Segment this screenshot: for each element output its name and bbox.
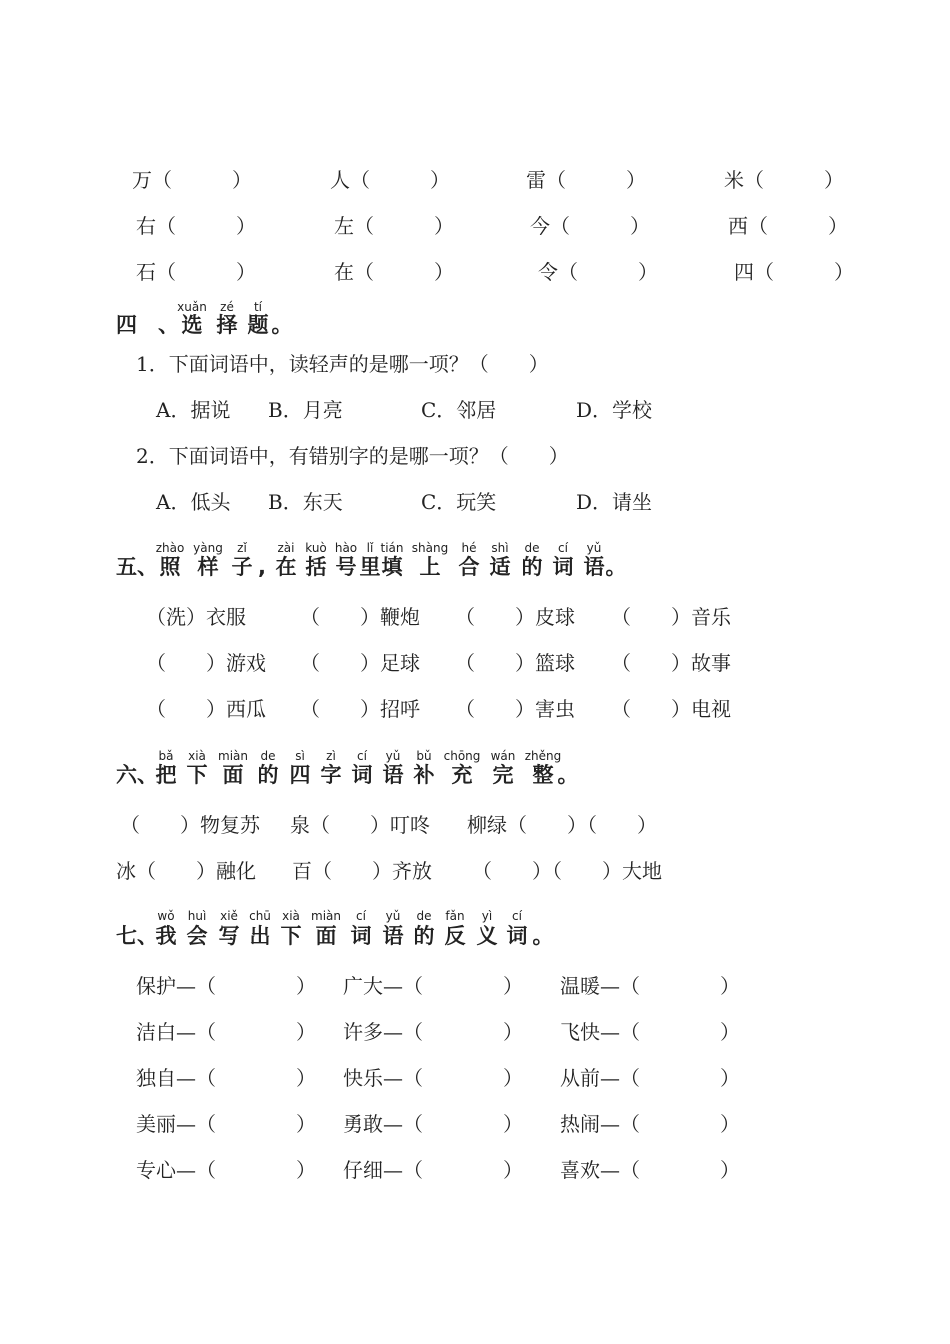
heading-char: 号 xyxy=(335,555,357,579)
pinyin-label: cí xyxy=(558,541,568,555)
section-number: 七、 xyxy=(116,924,158,948)
pinyin-label: yì xyxy=(481,909,493,923)
word-item: 人（ ） xyxy=(330,168,450,192)
pinyin-label: de xyxy=(416,909,432,923)
fill-item: （ ）鞭炮 xyxy=(300,605,420,629)
word-item: 四（ ） xyxy=(734,260,854,284)
heading-char: 义 xyxy=(476,924,498,948)
heading-char: 的 xyxy=(257,763,279,787)
antonym-item: 从前—（ ） xyxy=(560,1066,740,1090)
pinyin-label: zhěng xyxy=(524,749,562,763)
heading-char: , xyxy=(258,555,266,579)
pinyin-label: yàng xyxy=(193,541,223,555)
antonym-item: 美丽—（ ） xyxy=(136,1112,316,1136)
heading-char: 子 xyxy=(231,555,253,579)
heading-char: 上 xyxy=(419,555,441,579)
heading-char: 会 xyxy=(186,924,208,948)
pinyin-label: zǐ xyxy=(237,541,247,555)
antonym-item: 仔细—（ ） xyxy=(343,1158,523,1182)
heading-char: 字 xyxy=(320,763,342,787)
section-number: 四 、 xyxy=(116,313,179,337)
pinyin-label: cí xyxy=(512,909,522,923)
word-item: 米（ ） xyxy=(724,168,844,192)
antonym-item: 热闹—（ ） xyxy=(560,1112,740,1136)
word-item: 右（ ） xyxy=(136,214,256,238)
fill-item: （ ）西瓜 xyxy=(146,697,266,721)
pinyin-label: sì xyxy=(295,749,305,763)
heading-char: 括 xyxy=(305,555,327,579)
heading-char: 题 xyxy=(247,313,269,337)
heading-char: 适 xyxy=(489,555,511,579)
word-item: 万（ ） xyxy=(132,168,252,192)
pinyin-label: de xyxy=(524,541,540,555)
antonym-item: 快乐—（ ） xyxy=(343,1066,523,1090)
heading-char: 词 xyxy=(506,924,528,948)
heading-char: 把 xyxy=(155,763,177,787)
pinyin-label: zài xyxy=(277,541,295,555)
heading-char: 下 xyxy=(186,763,208,787)
fill-item: （ ）游戏 xyxy=(146,651,266,675)
word-item: 雷（ ） xyxy=(526,168,646,192)
heading-char: 填 xyxy=(381,555,403,579)
heading-char: 在 xyxy=(275,555,297,579)
fill-item: （ ）招呼 xyxy=(300,697,420,721)
word-item: 在（ ） xyxy=(334,260,454,284)
pinyin-label: cí xyxy=(357,749,367,763)
pinyin-label: shì xyxy=(491,541,509,555)
pinyin-label: kuò xyxy=(305,541,327,555)
heading-char: 的 xyxy=(521,555,543,579)
heading-char: 反 xyxy=(444,924,466,948)
pinyin-label: de xyxy=(260,749,276,763)
antonym-item: 喜欢—（ ） xyxy=(560,1158,740,1182)
idiom-item: （ ）物复苏 xyxy=(120,813,260,837)
option: D．学校 xyxy=(576,398,653,422)
idiom-item: （ ）（ ）大地 xyxy=(472,859,662,883)
antonym-item: 洁白—（ ） xyxy=(136,1020,316,1044)
antonym-item: 勇敢—（ ） xyxy=(343,1112,523,1136)
antonym-item: 温暖—（ ） xyxy=(560,974,740,998)
pinyin-label: miàn xyxy=(218,749,248,763)
heading-char: 面 xyxy=(222,763,244,787)
pinyin-label: lǐ xyxy=(366,541,374,555)
pinyin-label: bǎ xyxy=(158,749,174,763)
pinyin-label: yǔ xyxy=(385,909,401,923)
heading-char: 词 xyxy=(552,555,574,579)
heading-char: 。 xyxy=(557,763,579,787)
antonym-item: 专心—（ ） xyxy=(136,1158,316,1182)
pinyin-label: yǔ xyxy=(586,541,602,555)
heading-char: 合 xyxy=(458,555,480,579)
fill-item: （ ）篮球 xyxy=(455,651,575,675)
pinyin-label: huì xyxy=(187,909,207,923)
option: B．东天 xyxy=(268,490,343,514)
heading-char: 写 xyxy=(218,924,240,948)
heading-char: 语 xyxy=(583,555,605,579)
fill-item: （ ）故事 xyxy=(611,651,731,675)
idiom-item: 泉（ ）叮咚 xyxy=(290,813,430,837)
pinyin-label: yǔ xyxy=(385,749,401,763)
question-stem: 2．下面词语中，有错别字的是哪一项？（ ） xyxy=(136,444,569,468)
pinyin-label: hào xyxy=(334,541,358,555)
heading-char: 择 xyxy=(216,313,238,337)
option: C．玩笑 xyxy=(421,490,497,514)
pinyin-label: xià xyxy=(282,909,300,923)
antonym-item: 广大—（ ） xyxy=(343,974,523,998)
pinyin-label: xiě xyxy=(220,909,238,923)
heading-char: 词 xyxy=(350,924,372,948)
heading-char: 样 xyxy=(197,555,219,579)
section-number: 五、 xyxy=(116,555,158,579)
pinyin-label: zì xyxy=(326,749,336,763)
option: A．据说 xyxy=(156,398,231,422)
word-item: 令（ ） xyxy=(538,260,658,284)
heading-char: 语 xyxy=(382,924,404,948)
antonym-item: 独自—（ ） xyxy=(136,1066,316,1090)
heading-char: 补 xyxy=(413,763,435,787)
pinyin-label: chū xyxy=(249,909,271,923)
fill-item: （ ）电视 xyxy=(611,697,731,721)
pinyin-label: wán xyxy=(490,749,516,763)
heading-char: 充 xyxy=(451,763,473,787)
pinyin-label: cí xyxy=(356,909,366,923)
pinyin-label: fǎn xyxy=(445,909,465,923)
pinyin-label: chōng xyxy=(443,749,481,763)
pinyin-label: wǒ xyxy=(157,909,175,923)
pinyin-label: miàn xyxy=(311,909,341,923)
question-stem: 1．下面词语中，读轻声的是哪一项？（ ） xyxy=(136,352,549,376)
option: D．请坐 xyxy=(576,490,653,514)
pinyin-label: tián xyxy=(380,541,404,555)
word-item: 左（ ） xyxy=(334,214,454,238)
option: A．低头 xyxy=(156,490,231,514)
fill-item: （ ）害虫 xyxy=(455,697,575,721)
antonym-item: 保护—（ ） xyxy=(136,974,316,998)
pinyin-label: tí xyxy=(253,300,263,314)
option: C．邻居 xyxy=(421,398,497,422)
word-item: 今（ ） xyxy=(530,214,650,238)
idiom-item: 冰（ ）融化 xyxy=(116,859,256,883)
word-item: 石（ ） xyxy=(136,260,256,284)
idiom-item: 百（ ）齐放 xyxy=(292,859,432,883)
heading-char: 整 xyxy=(532,763,554,787)
heading-char: 里 xyxy=(359,555,381,579)
heading-char: 词 xyxy=(351,763,373,787)
heading-char: 面 xyxy=(315,924,337,948)
pinyin-label: bǔ xyxy=(416,749,432,763)
heading-char: 选 xyxy=(181,313,203,337)
pinyin-label: xià xyxy=(188,749,206,763)
word-item: 西（ ） xyxy=(728,214,848,238)
heading-char: 完 xyxy=(492,763,514,787)
heading-char: 的 xyxy=(413,924,435,948)
fill-item: （ ）足球 xyxy=(300,651,420,675)
pinyin-label: zé xyxy=(220,300,234,314)
antonym-item: 飞快—（ ） xyxy=(560,1020,740,1044)
pinyin-label: hé xyxy=(461,541,477,555)
heading-char: 。 xyxy=(605,555,627,579)
section-number: 六、 xyxy=(116,763,158,787)
heading-char: 。 xyxy=(532,924,554,948)
option: B．月亮 xyxy=(268,398,343,422)
idiom-item: 柳绿（ ）（ ） xyxy=(467,813,657,837)
pinyin-label: xuǎn xyxy=(177,300,207,314)
pinyin-label: zhào xyxy=(155,541,185,555)
heading-char: 下 xyxy=(280,924,302,948)
fill-item: （ ）音乐 xyxy=(611,605,731,629)
heading-char: 语 xyxy=(382,763,404,787)
heading-char: 出 xyxy=(249,924,271,948)
heading-char: 我 xyxy=(155,924,177,948)
heading-char: 。 xyxy=(271,313,293,337)
fill-item: （ ）皮球 xyxy=(455,605,575,629)
heading-char: 四 xyxy=(289,763,311,787)
fill-item: （洗）衣服 xyxy=(146,605,246,629)
heading-char: 照 xyxy=(159,555,181,579)
antonym-item: 许多—（ ） xyxy=(343,1020,523,1044)
pinyin-label: shàng xyxy=(411,541,449,555)
